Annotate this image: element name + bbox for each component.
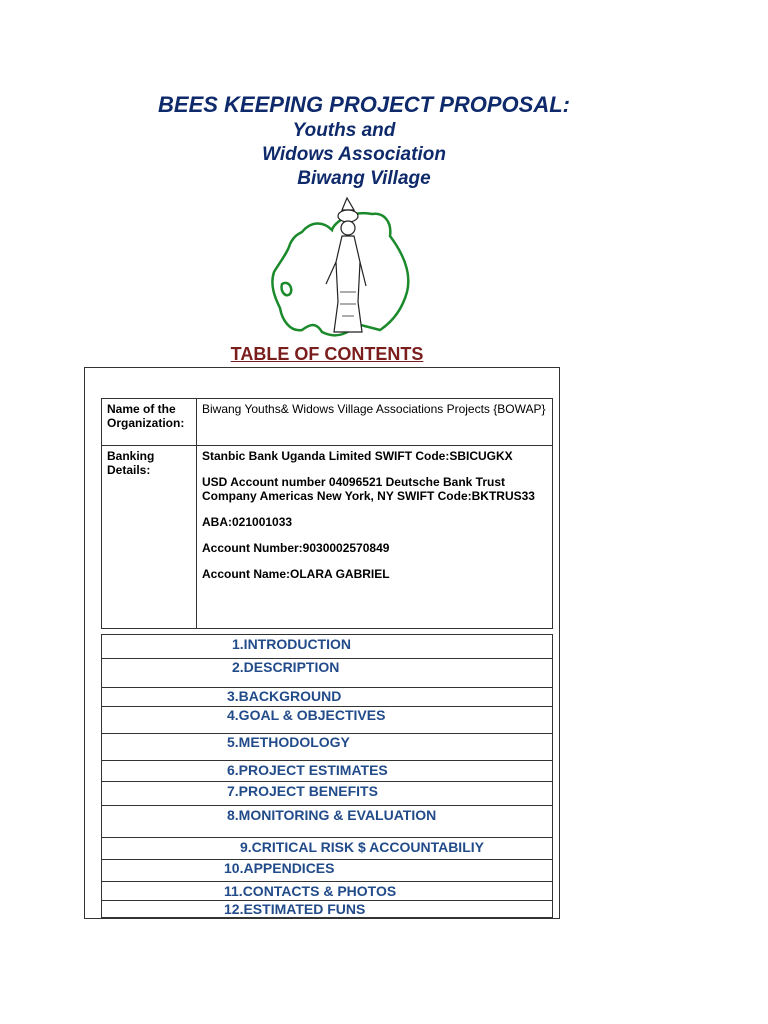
subtitle-line-3: Biwang Village xyxy=(297,168,431,189)
toc-bottom-border xyxy=(101,917,553,918)
banking-label: Banking Details: xyxy=(102,446,197,629)
subtitle-line-2: Widows Association xyxy=(262,144,446,165)
toc-item-label: 4.GOAL & OBJECTIVES xyxy=(227,707,386,723)
toc-item-label: 1.INTRODUCTION xyxy=(232,636,351,652)
toc-item-label: 3.BACKGROUND xyxy=(227,688,342,704)
org-name-label: Name of the Organization: xyxy=(102,399,197,446)
toc-item-label: 9.CRITICAL RISK $ ACCOUNTABILIY xyxy=(240,839,484,855)
bank-line: Account Name:OLARA GABRIEL xyxy=(202,567,390,581)
org-name-value: Biwang Youths& Widows Village Associations Projects {BOWAP} xyxy=(197,399,553,446)
toc-item xyxy=(101,859,553,881)
toc-heading xyxy=(0,344,768,365)
bank-line: ABA:021001033 xyxy=(202,515,293,529)
document-title: BEES KEEPING PROJECT PROPOSAL: xyxy=(158,92,570,117)
toc-item xyxy=(101,634,553,658)
toc-item xyxy=(101,687,553,706)
toc-item-label: 12.ESTIMATED FUNS xyxy=(224,901,366,917)
toc-heading-text: TABLE OF CONTENTS xyxy=(230,344,424,364)
toc-item xyxy=(101,900,553,917)
toc-item xyxy=(101,805,553,837)
table-row xyxy=(102,446,553,629)
toc-item xyxy=(101,837,553,859)
toc-item-label: 10.APPENDICES xyxy=(224,860,335,876)
toc-item-label: 6.PROJECT ESTIMATES xyxy=(227,762,388,778)
toc-item-label: 7.PROJECT BENEFITS xyxy=(227,783,378,799)
banking-details xyxy=(197,446,553,629)
subtitle-line-1: Youths and xyxy=(292,120,396,141)
toc-item xyxy=(101,760,553,781)
toc-item xyxy=(101,733,553,760)
organization-table xyxy=(101,398,553,629)
toc-item-label: 11.CONTACTS & PHOTOS xyxy=(224,883,397,899)
bank-line: Account Number:9030002570849 xyxy=(202,541,390,555)
toc-item-label: 2.DESCRIPTION xyxy=(232,659,340,675)
toc-item-label: 5.METHODOLOGY xyxy=(227,734,350,750)
toc-item-label: 8.MONITORING & EVALUATION xyxy=(227,807,437,823)
toc-item xyxy=(101,658,553,687)
toc-item xyxy=(101,706,553,733)
table-row xyxy=(102,399,553,446)
bank-line: USD Account number 04096521 Deutsche Bank Trust Company Americas New York, NY SWIFT Code:BKTRUS33 xyxy=(202,475,535,503)
toc-item xyxy=(101,881,553,900)
map-with-woman-figure-icon xyxy=(262,192,412,342)
toc-item xyxy=(101,781,553,805)
bank-line: Stanbic Bank Uganda Limited SWIFT Code:SBICUGKX xyxy=(202,449,513,463)
